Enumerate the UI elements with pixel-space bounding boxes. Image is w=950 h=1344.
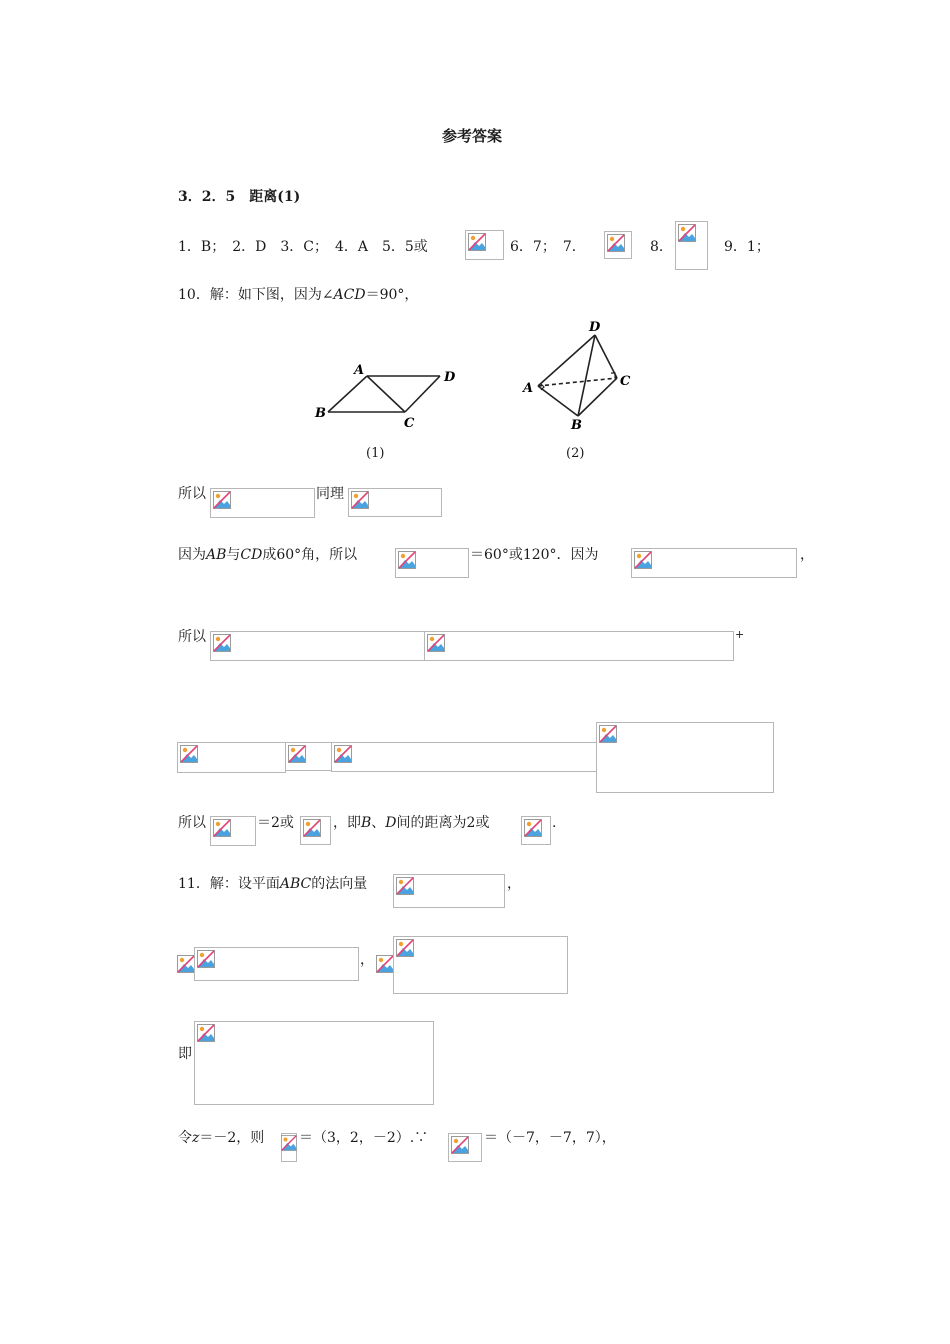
text-plus: + <box>735 628 745 641</box>
broken-image-icon <box>524 819 542 837</box>
answer-9: 9．1； <box>724 239 770 255</box>
text-distance-statement: ，即B、D间的距离为2或 <box>333 815 490 831</box>
edge-dc <box>595 335 617 378</box>
label-b: B <box>571 418 582 433</box>
section-heading: 3．2．5 距离(1) <box>178 189 301 205</box>
broken-image-icon <box>351 491 369 509</box>
q11-intro: 11．解：设平面ABC的法向量 <box>178 876 368 892</box>
formula-image <box>675 221 708 270</box>
broken-image-icon <box>468 233 486 251</box>
text-ji: 即 <box>178 1046 192 1062</box>
edge-cb <box>578 378 617 416</box>
formula-image <box>194 1021 434 1105</box>
page-title: 参考答案 <box>442 127 503 145</box>
text-suoyi-2: 所以 <box>178 629 206 645</box>
formula-image <box>395 548 469 578</box>
broken-image-icon <box>599 725 617 743</box>
formula-image <box>376 955 394 973</box>
broken-image-icon <box>396 877 414 895</box>
broken-image-icon <box>376 955 394 973</box>
broken-image-icon <box>427 634 445 652</box>
formula-image <box>177 955 195 973</box>
edge-dc <box>405 376 440 412</box>
formula-image <box>285 742 332 771</box>
formula-image <box>424 631 734 661</box>
label-d: D <box>444 370 456 385</box>
broken-image-icon <box>197 1024 215 1042</box>
formula-image <box>521 816 551 845</box>
text-normal-vector: ＝（3，2，－2）.∵ <box>299 1130 429 1146</box>
label-a: A <box>523 381 534 396</box>
formula-image <box>348 488 442 517</box>
broken-image-icon <box>607 234 625 252</box>
figure-1-caption: (1) <box>366 446 385 461</box>
formula-image <box>393 874 505 908</box>
broken-image-icon <box>213 819 231 837</box>
answer-8: 8． <box>650 239 673 255</box>
broken-image-icon <box>197 950 215 968</box>
label-c: C <box>620 374 631 389</box>
broken-image-icon <box>213 491 231 509</box>
figure-2 <box>515 315 645 465</box>
broken-image-icon <box>303 819 321 837</box>
formula-image <box>177 742 286 773</box>
broken-image-icon <box>177 955 195 973</box>
formula-image <box>465 230 504 260</box>
edge-ac <box>367 376 405 412</box>
right-angle-mark-c <box>611 373 615 378</box>
edge-ac <box>538 378 617 386</box>
figure-2-diagram <box>515 315 645 445</box>
formula-image <box>210 488 315 518</box>
text-angle-value: ＝60°或120°．因为 <box>470 547 599 563</box>
broken-image-icon <box>334 745 352 763</box>
right-angle-mark-a <box>541 384 544 390</box>
text-yinwei: 因为AB与CD成60°角，所以 <box>178 547 358 563</box>
figure-1 <box>310 355 470 465</box>
formula-image <box>393 936 568 994</box>
text-suoyi: 所以 <box>178 486 206 502</box>
figure-2-caption: (2) <box>566 446 585 461</box>
label-a: A <box>354 363 365 378</box>
broken-image-icon <box>634 551 652 569</box>
edge-ab <box>328 376 367 412</box>
broken-image-icon <box>281 1135 297 1151</box>
broken-image-icon <box>398 551 416 569</box>
broken-image-icon <box>288 745 306 763</box>
label-b: B <box>315 406 326 421</box>
text-equals-2: ＝2或 <box>257 815 294 831</box>
answers-6-7: 6．7； 7． <box>510 239 586 255</box>
edge-ab <box>538 386 578 416</box>
text-suoyi-3: 所以 <box>178 815 206 831</box>
formula-image <box>281 1133 297 1162</box>
formula-image <box>210 816 256 846</box>
text-ling: 令z＝－2，则 <box>178 1130 265 1146</box>
formula-image <box>210 631 425 661</box>
broken-image-icon <box>213 634 231 652</box>
q10-intro: 10．解：如下图，因为∠ACD＝90°， <box>178 287 419 303</box>
text-comma-vectors: ， <box>360 952 374 968</box>
text-tongli: 同理 <box>316 486 344 502</box>
broken-image-icon <box>396 939 414 957</box>
figure-1-diagram <box>310 355 470 465</box>
broken-image-icon <box>180 745 198 763</box>
text-comma-q11: ， <box>507 876 521 892</box>
formula-image <box>604 231 632 259</box>
broken-image-icon <box>451 1136 469 1154</box>
formula-image <box>331 742 597 772</box>
formula-image <box>596 722 774 793</box>
label-d: D <box>589 320 601 335</box>
text-period: . <box>552 815 557 831</box>
text-comma: ， <box>800 547 814 563</box>
label-c: C <box>404 416 415 431</box>
formula-image <box>300 816 331 845</box>
text-vector-value: ＝（－7，－7，7）， <box>484 1130 616 1146</box>
formula-image <box>631 548 797 578</box>
broken-image-icon <box>678 224 696 242</box>
formula-image <box>448 1133 482 1162</box>
answers-1-5: 1．B； 2．D 3．C； 4．A 5．5或 <box>178 239 428 255</box>
formula-image <box>194 947 359 981</box>
